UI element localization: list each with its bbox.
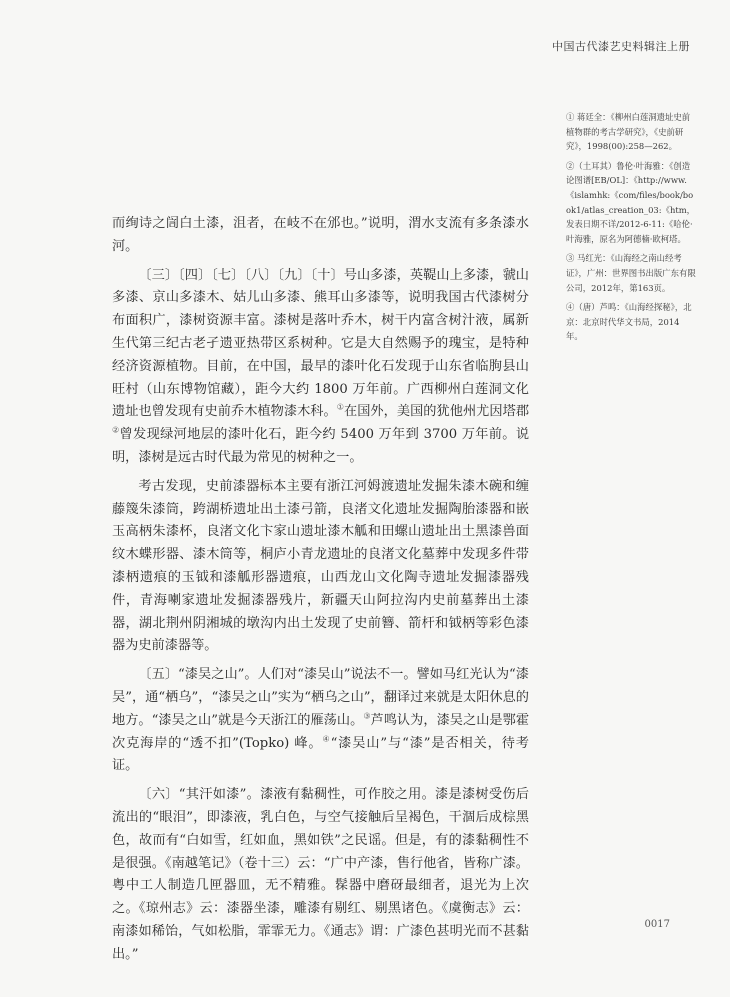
footnote-ref-1[interactable]: ① <box>336 402 344 412</box>
running-header-title: 中国古代漆艺史料辑注上册 <box>552 40 690 53</box>
main-text-column <box>112 213 529 967</box>
paragraph-4: 〔五〕“漆吴之山”。人们对“漆吴山”说法不一。譬如马红光认为“漆吴”，通“栖乌”，“漆吴之山”实为“栖乌之山”，翻译过来就是太阳休息的地方。“漆吴之山”就是今天浙江的雁荡山。③芦鸣认为，漆吴之山是鄂霍次克海岸的“透不扣”(Topko) 峰。④“漆吴山”与“漆”是否相关，待考证。 <box>112 667 530 774</box>
paragraph-1: 而绚诗之訚白土漆，沮者，在岐不在邠也。”说明，渭水支流有多条漆水河。 <box>112 216 529 254</box>
sidenote-4: ④（唐）芦鸣：《山海经探秘》，北京：北京时代华文书局，2014年。 <box>566 302 692 342</box>
paragraph-2: 〔三〕〔四〕〔七〕〔八〕〔九〕〔十〕号山多漆，英鞮山上多漆，虢山多漆、京山多漆木、姑儿山多漆、熊耳山多漆等，说明我国古代漆树分布面积广，漆树资源丰富。漆树是落叶乔木，树干内富含树汁液，属新生代第三纪古老孑遗亚热带区系树种。它是大自然赐予的瑰宝，是特种经济资源植物。目前，在中国，最早的漆叶化石发现于山东省临朐县山旺村（山东博物馆藏），距今大约 1800 万年前。广西柳州白莲洞文化遗址也曾发现有史前乔木植物漆木科。①在国外，美国的犹他州尤因塔郡②曾发现绿河地层的漆叶化石，距今约 5400 万年到 3700 万年前。说明，漆树是远古时代最为常见的树种之一。 <box>112 267 530 465</box>
footnote-ref-2[interactable]: ② <box>112 425 120 435</box>
paragraph-5: 〔六〕“其汗如漆”。漆液有黏稠性，可作胶之用。漆是漆树受伤后流出的“眼泪”，即漆液，乳白色，与空气接触后呈褐色，干涸后成棕黑色，故而有“白如雪，红如血，黑如铁”之民谣。但是，有的漆黏稠性不是很强。《南越笔记》（卷十三）云：“广中产漆，售行他省，皆称广漆。粤中工人制造几匣器皿，无不精雅。髹器中磨砑最细者，退光为上次之。《琼州志》云：漆器坐漆，雕漆有剔红、剔黑诸色。《虞衡志》云：南漆如稀饴，气如松脂，霏霏无力。《通志》谓：广漆色甚明光而不甚黏出。” <box>112 787 529 962</box>
footnote-ref-4[interactable]: ④ <box>322 734 331 744</box>
page-number: 0017 <box>644 919 670 930</box>
sidenote-column <box>566 110 696 349</box>
sidenote-3: ③ 马红光：《山海经之南山经考证》，广州：世界图书出版广东有限公司，2012年，第163页。 <box>566 253 696 293</box>
sidenote-2: ②（土耳其）鲁伦·叶海雅：《创造论图谱[EB/OL]：《http://www.《islamhk:《com/files/book/book1/atlas_creation_03:《htm，发表日期不详/2012-6-11:《哈伦·叶海雅，原名为阿德楠·欧柯塔。 <box>566 160 696 244</box>
footnote-ref-3[interactable]: ③ <box>363 711 371 721</box>
sidenote-1: ① 蒋廷全：《柳州白莲洞遗址史前植物群的考古学研究》，《史前研究》，1998(00):258—262。 <box>566 112 691 152</box>
paragraph-3: 考古发现，史前漆器标本主要有浙江河姆渡遗址发掘朱漆木碗和缠藤篾朱漆筒，跨湖桥遗址出土漆弓箭，良渚文化遗址发掘陶胎漆器和嵌玉高柄朱漆杯，良渚文化卞家山遗址漆木觚和田螺山遗址出土黑漆兽面纹木蝶形器、漆木筒等，桐庐小青龙遗址的良渚文化墓葬中发现多件带漆柄遗痕的玉钺和漆觚形器遗痕，山西龙山文化陶寺遗址发掘漆器残件，青海喇家遗址发掘漆器残片，新疆天山阿拉沟内史前墓葬出土漆器，湖北荆州阴湘城的墩沟内出土发现了史前簪、箭杆和钺柄等彩色漆器为史前漆器等。 <box>112 478 529 654</box>
